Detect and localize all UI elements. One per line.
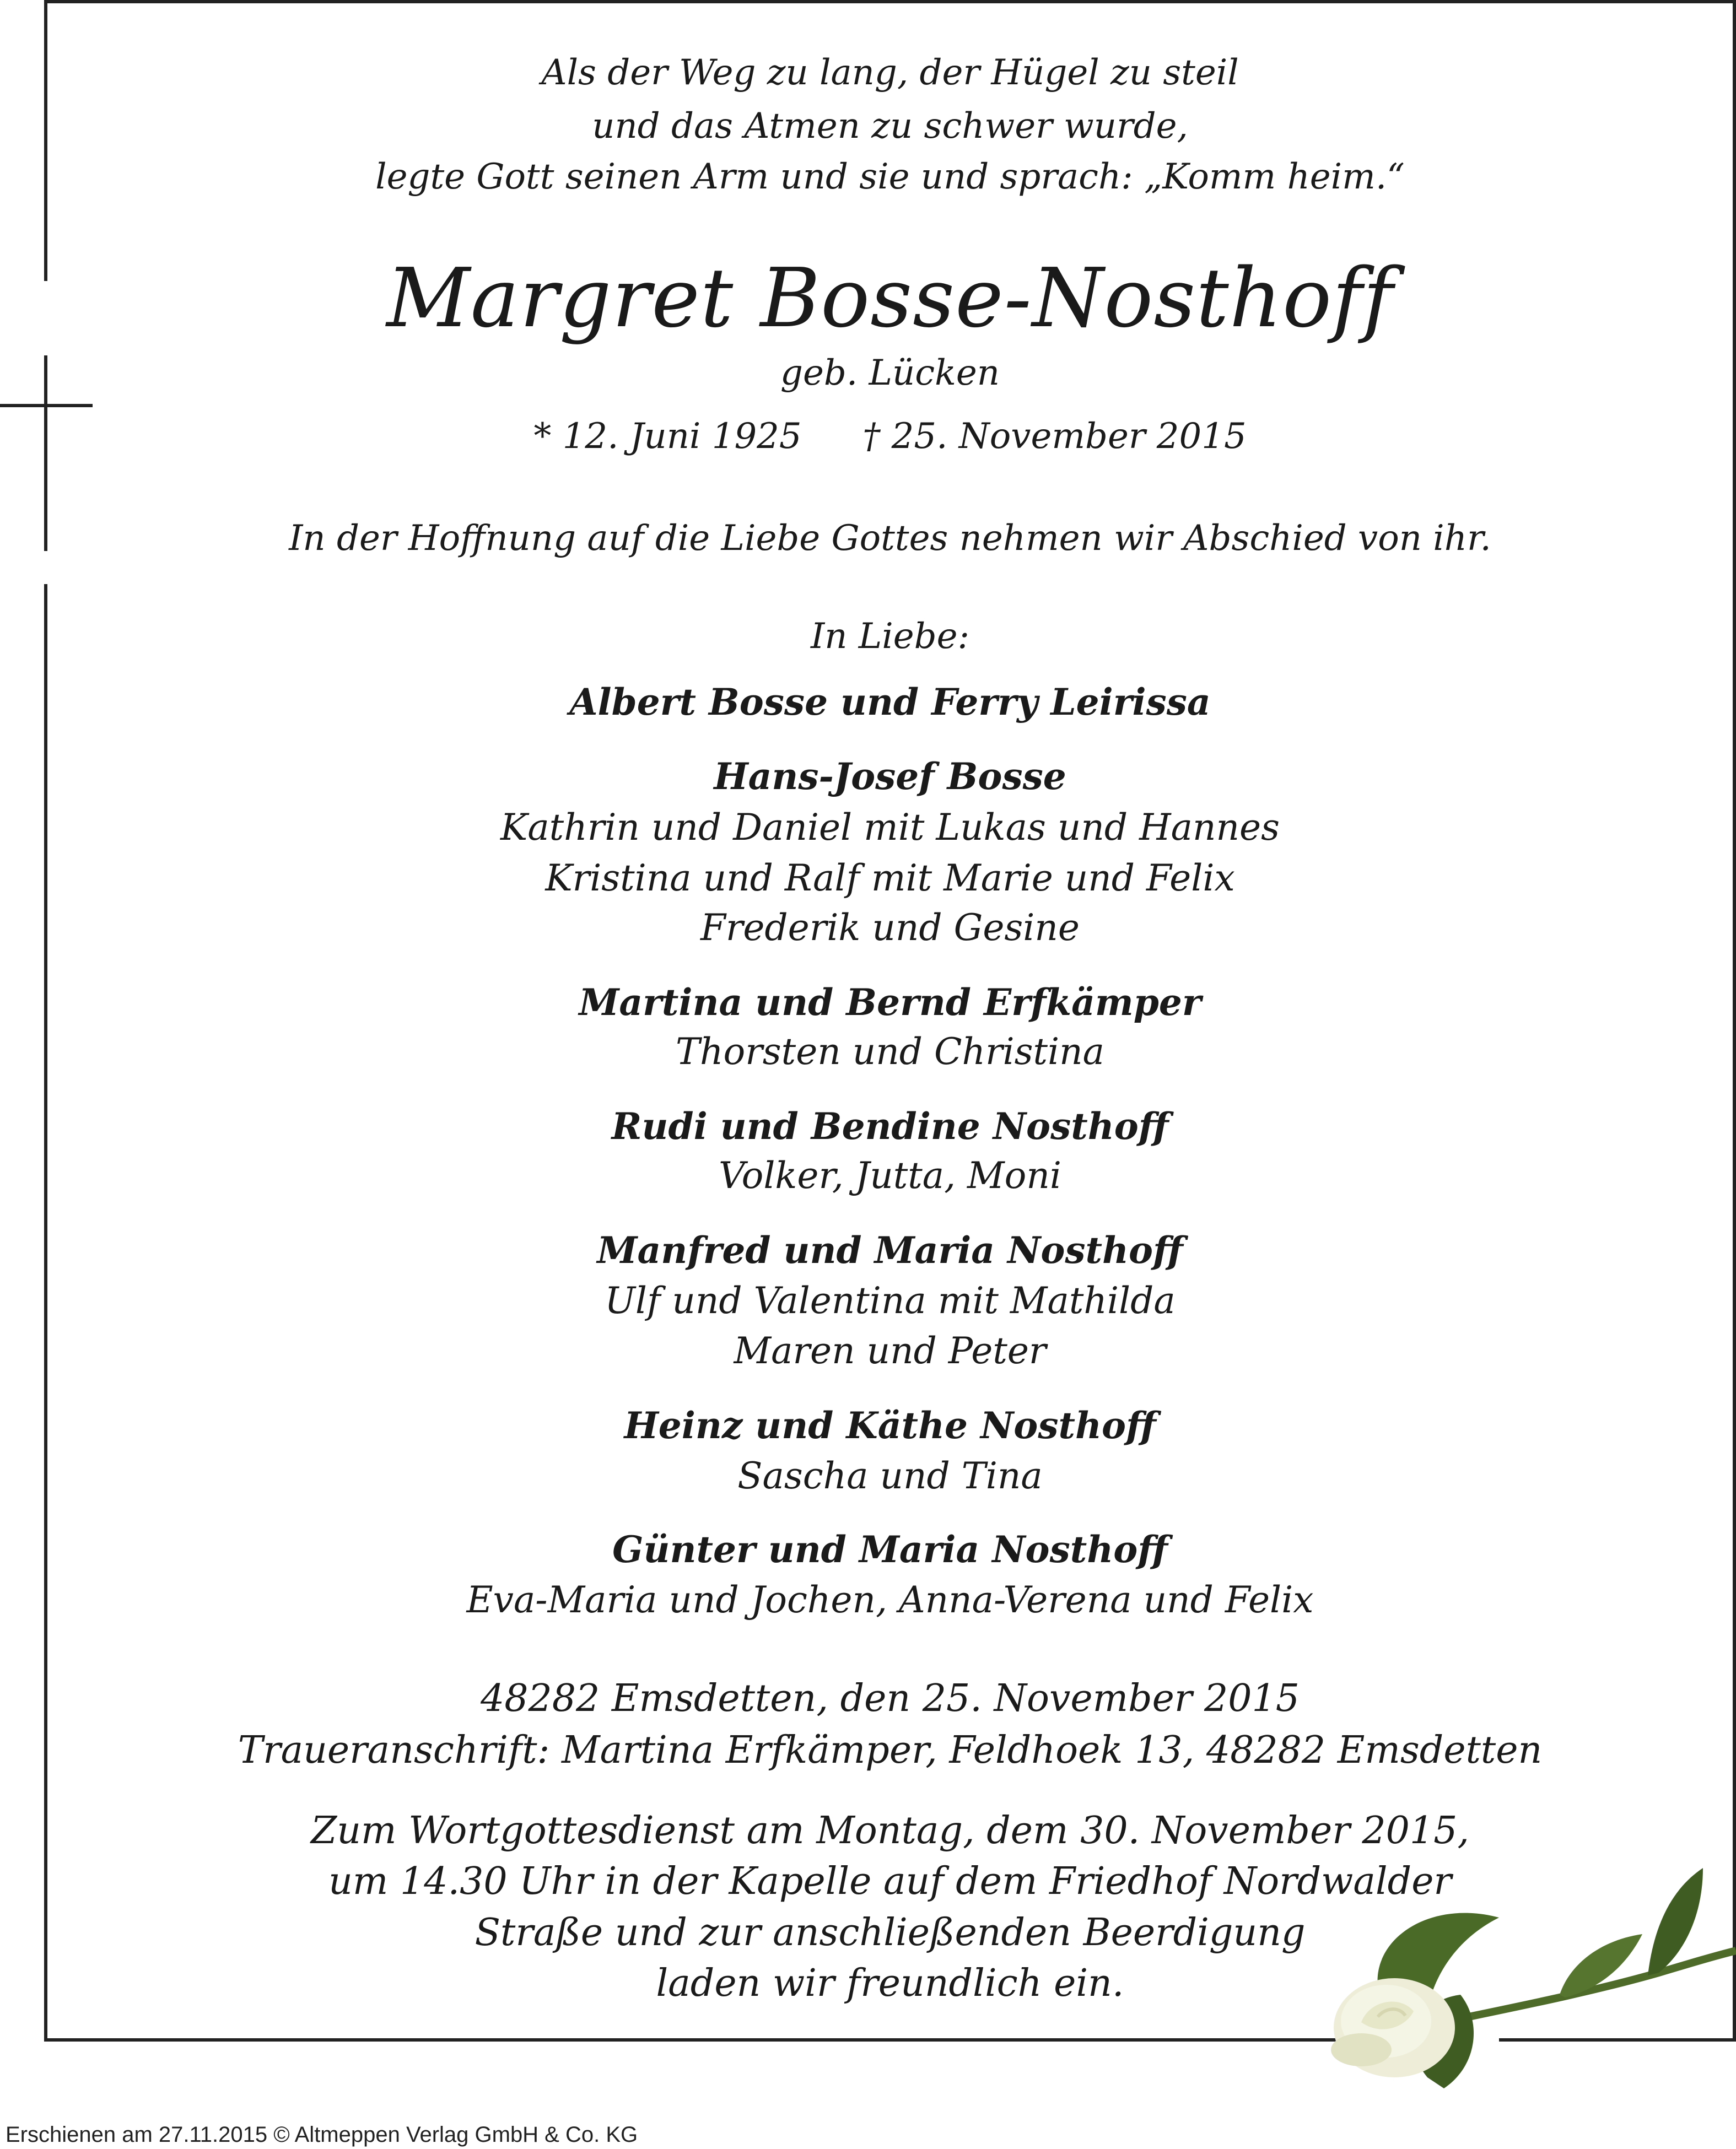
in-love-label: In Liebe:: [810, 616, 970, 657]
life-dates: [44, 416, 1736, 457]
family-sub-6-1: Sascha und Tina: [737, 1455, 1043, 1497]
death-date: † 25. November 2015: [862, 416, 1247, 457]
service-line-2: um 14.30 Uhr in der Kapelle auf dem Friedhof Nordwalder: [328, 1860, 1452, 1903]
family-sub-5-1: Ulf und Valentina mit Mathilda: [605, 1279, 1176, 1322]
family-sub-5-2: Maren und Peter: [734, 1330, 1047, 1372]
family-sub-4-1: Volker, Jutta, Moni: [718, 1154, 1061, 1197]
family-main-2: Hans-Josef Bosse: [714, 755, 1066, 798]
family-main-3: Martina und Bernd Erfkämper: [579, 981, 1201, 1024]
deceased-name: Margret Bosse-Nosthoff: [386, 251, 1394, 345]
service-line-1: Zum Wortgottesdienst am Montag, dem 30. November 2015,: [311, 1809, 1469, 1853]
family-main-5: Manfred und Maria Nosthoff: [597, 1229, 1183, 1272]
family-sub-2-3: Frederik und Gesine: [700, 906, 1080, 949]
birth-date: * 12. Juni 1925: [533, 416, 802, 457]
birth-name: geb. Lücken: [780, 353, 1000, 393]
family-main-6: Heinz und Käthe Nosthoff: [624, 1404, 1156, 1447]
service-line-4: laden wir freundlich ein.: [656, 1962, 1124, 2005]
cross-horizontal-bar: [0, 404, 93, 407]
quote-line-3: legte Gott seinen Arm und sie und sprach: „Komm heim.“: [375, 156, 1405, 197]
farewell-text: In der Hoffnung auf die Liebe Gottes nehmen wir Abschied von ihr.: [289, 518, 1491, 559]
frame-bottom-border-left: [44, 2038, 1336, 2042]
family-sub-2-2: Kristina und Ralf mit Marie und Felix: [545, 857, 1235, 899]
family-sub-7-1: Eva-Maria und Jochen, Anna-Verena und Felix: [466, 1579, 1314, 1621]
mourning-address: Traueranschrift: Martina Erfkämper, Feldhoek 13, 48282 Emsdetten: [238, 1729, 1543, 1772]
family-sub-2-1: Kathrin und Daniel mit Lukas und Hannes: [500, 806, 1280, 849]
white-rose-image: [1317, 1846, 1736, 2121]
quote-line-2: und das Atmen zu schwer wurde,: [592, 106, 1188, 147]
family-sub-3-1: Thorsten und Christina: [675, 1030, 1104, 1073]
family-main-7: Günter und Maria Nosthoff: [612, 1528, 1168, 1571]
frame-top-border: [44, 0, 1736, 3]
publication-footer: Erschienen am 27.11.2015 © Altmeppen Verlag GmbH & Co. KG: [6, 2123, 638, 2147]
quote-line-1: Als der Weg zu lang, der Hügel zu steil: [541, 52, 1239, 93]
service-line-3: Straße und zur anschließenden Beerdigung: [475, 1911, 1306, 1954]
family-main-4: Rudi und Bendine Nosthoff: [611, 1105, 1169, 1148]
family-main-1: Albert Bosse und Ferry Leirissa: [569, 681, 1211, 723]
place-date: 48282 Emsdetten, den 25. November 2015: [480, 1677, 1300, 1720]
